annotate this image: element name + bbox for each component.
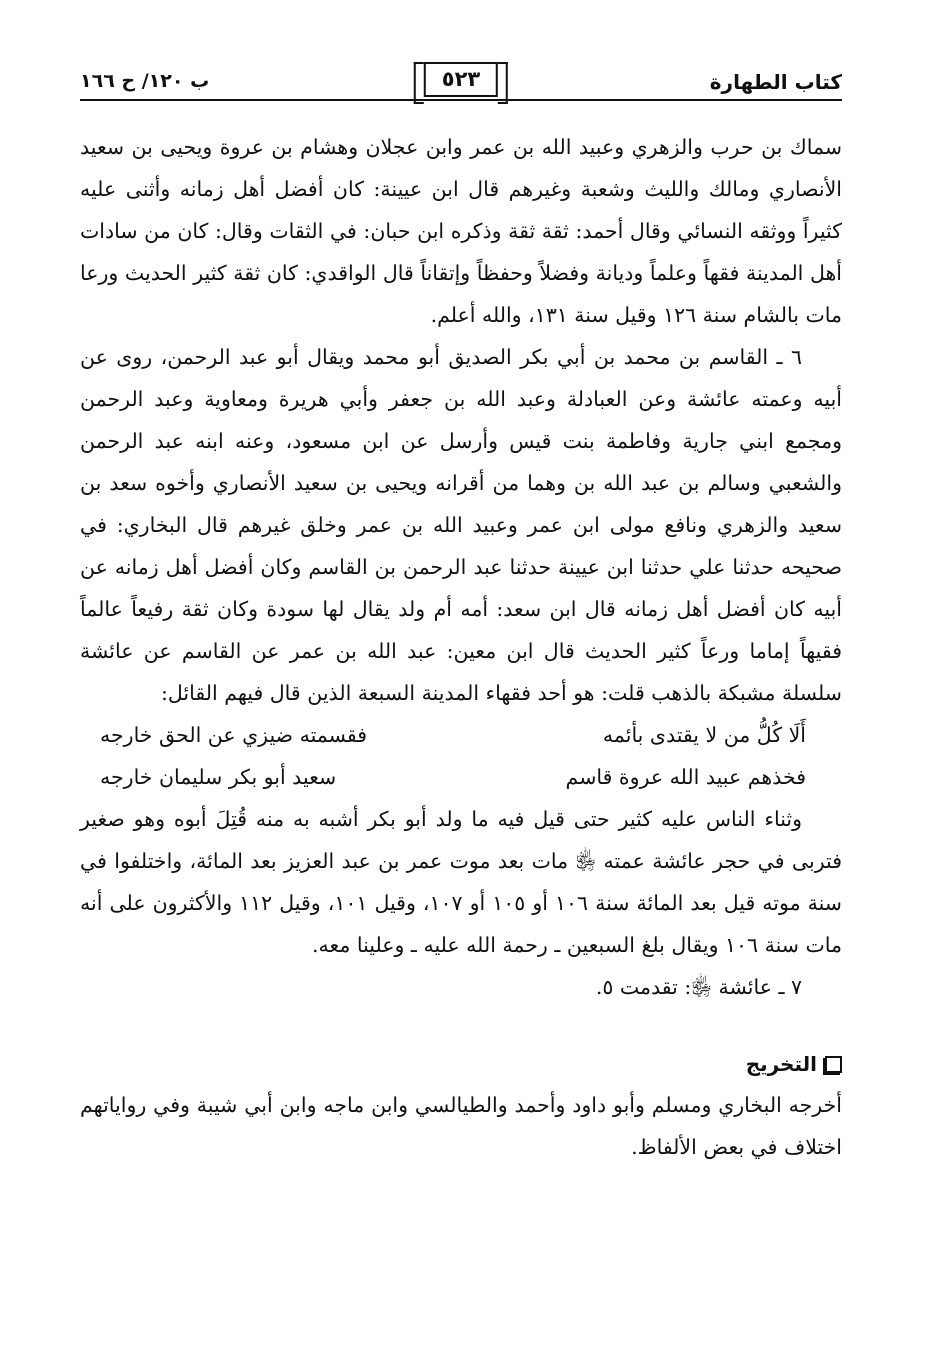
chapter-hadith-reference: ب ١٢٠/ ح ١٦٦ — [80, 70, 210, 92]
verse-2-first-hemistich: فخذهم عبيد الله عروة قاسم — [565, 765, 806, 789]
paragraph-narrator-6-praise: وثناء الناس عليه كثير حتى قيل فيه ما ولد أبو بكر أشبه به منه قُتِلَ أبوه وهو صغير فتربى في حجر عائشة عمته ﵂ مات بعد موت عمر بن عبد العزيز بعد المائة، واختلفوا في سنة موته قيل بعد المائة سنة ١٠٦ أو ١٠٥ أو ١٠٧، وقيل ١٠١، وقيل ١١٢ والأكثرون على أنه مات سنة ١٠٦ ويقال بلغ السبعين ـ رحمة الله عليه ـ وعلينا معه. — [80, 807, 842, 957]
poem-verse-2 — [80, 756, 842, 798]
verse-1-first-hemistich: أَلَا كُلُّ من لا يقتدى بأئمه — [602, 723, 806, 747]
verse-1-second-hemistich: فقسمته ضيزي عن الحق خارجه — [100, 723, 368, 747]
verse-2-second-hemistich: سعيد أبو بكر سليمان خارجه — [100, 765, 337, 789]
takhrij-title: التخريج — [745, 1052, 817, 1076]
book-title: كتاب الطهارة — [709, 70, 842, 94]
takhrij-heading — [80, 1044, 842, 1084]
page-number: ٥٢٣ — [424, 62, 498, 97]
paragraph-narrator-5-continued: سماك بن حرب والزهري وعبيد الله بن عمر وابن عجلان وهشام بن عروة ويحيى بن سعيد الأنصاري ومالك والليث وشعبة وغيرهم قال ابن عيينة: كان أفضل أهل زمانه وأثنى عليه كثيراً ووثقه النسائي وقال أحمد: ثقة ثقة وذكره ابن حبان: في الثقات وقال: كان من سادات أهل المدينة فقهاً وعلماً وديانة وفضلاً وحفظاً وإتقاناً قال الواقدي: كان ثقة كثير الحديث ورعا مات بالشام سنة ١٢٦ وقيل سنة ١٣١، والله أعلم. — [80, 135, 842, 327]
page-body — [80, 126, 842, 1168]
takhrij-section — [80, 1044, 842, 1168]
paragraph-narrator-6: ٦ ـ القاسم بن محمد بن أبي بكر الصديق أبو محمد ويقال أبو عبد الرحمن، روى عن أبيه وعمته عائشة وعن العبادلة وعبد الله بن جعفر وأبي هريرة ومعاوية وعبد الرحمن ومجمع ابني جارية وفاطمة بنت قيس وأرسل عن ابن مسعود، وعنه ابنه عبد الرحمن والشعبي وسالم بن عبد الله بن وهما من أقرانه ويحيى بن سعيد الأنصاري وأخوه سعد بن سعيد والزهري ونافع مولى ابن عمر وعبيد الله بن عمر وخلق غيرهم قال البخاري: في صحيحه حدثنا علي حدثنا ابن عيينة حدثنا عبد الرحمن بن القاسم وكان أفضل أهل زمانه عن أبيه كان أفضل أهل زمانه قال ابن سعد: أمه أم ولد يقال لها سودة وكان ثقة رفيعاً عالماً فقيهاً إماما ورعاً كثير الحديث قال ابن معين: عبد الله بن عمر عن القاسم عن عائشة سلسلة مشبكة بالذهب قلت: هو أحد فقهاء المدينة السبعة الذين قال فيهم القائل: — [80, 345, 842, 705]
header-rule — [80, 99, 842, 101]
poem-verse-1 — [80, 714, 842, 756]
square-bullet-icon — [825, 1056, 842, 1073]
paragraph-narrator-7: ٧ ـ عائشة ﵂: تقدمت ٥. — [595, 975, 802, 999]
page-header — [80, 62, 842, 100]
takhrij-text: أخرجه البخاري ومسلم وأبو داود وأحمد والطيالسي وابن ماجه وابن أبي شيبة وفي رواياتهم اختلاف في بعض الألفاظ. — [80, 1093, 842, 1159]
